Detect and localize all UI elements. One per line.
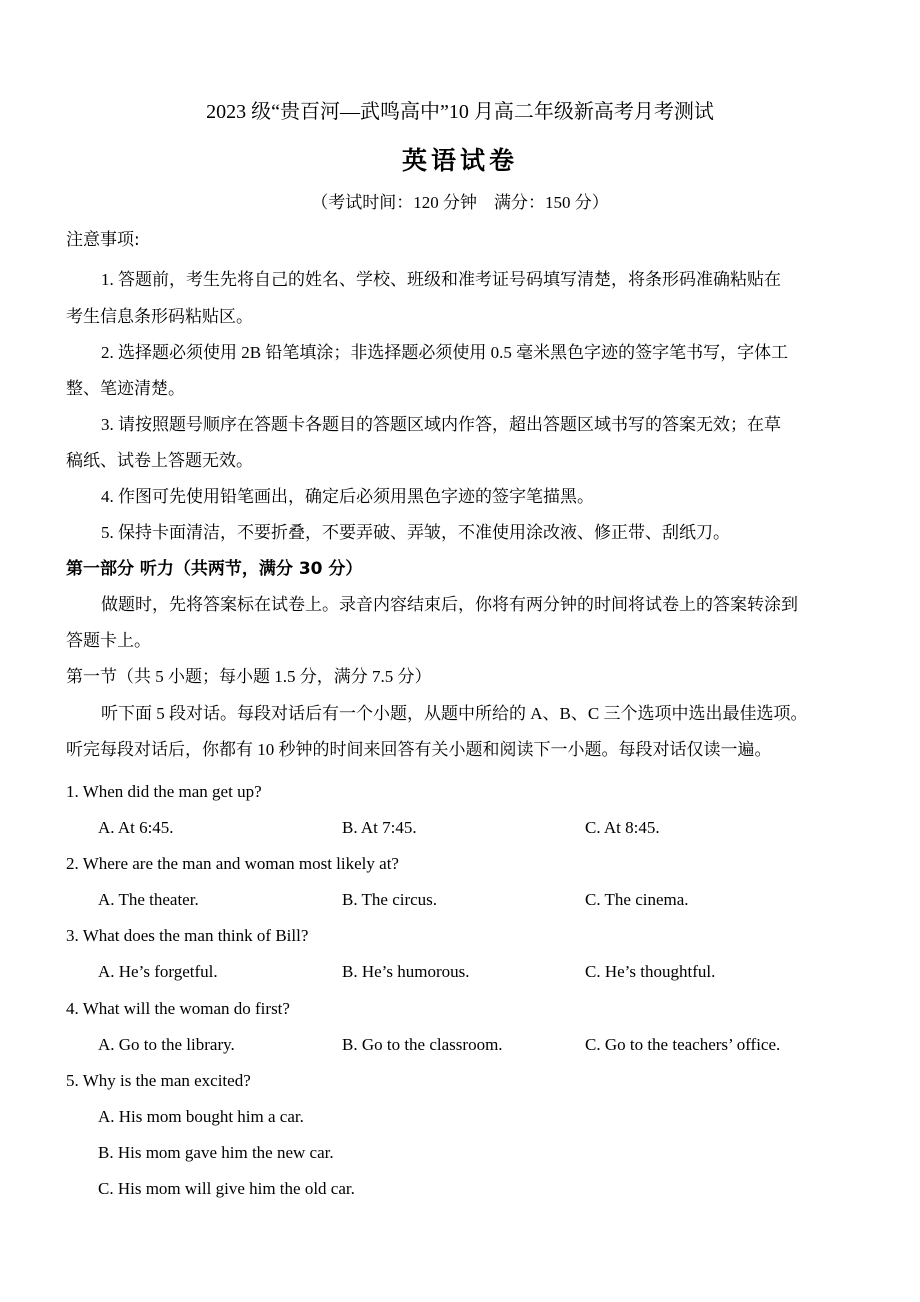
subject-title: 英语试卷	[401, 146, 518, 175]
notice-item-3-line2: 稿纸、试卷上答题无效。	[66, 451, 253, 470]
question-5-option-b: B. His mom gave him the new car.	[98, 1143, 334, 1162]
notice-item-1-line2: 考生信息条形码粘贴区。	[66, 307, 253, 326]
part1-intro-line1: 做题时，先将答案标在试卷上。录音内容结束后，你将有两分钟的时间将试卷上的答案转涂到	[101, 595, 798, 614]
question-3: 3. What does the man think of Bill?	[66, 926, 309, 945]
question-3-option-c: C. He’s thoughtful.	[585, 962, 716, 981]
question-1-option-a: A. At 6:45.	[98, 818, 174, 837]
question-1: 1. When did the man get up?	[66, 782, 262, 801]
question-1-option-c: C. At 8:45.	[585, 818, 660, 837]
notice-item-4: 4. 作图可先使用铅笔画出，确定后必须用黑色字迹的签字笔描黑。	[101, 487, 594, 506]
question-4: 4. What will the woman do first?	[66, 999, 290, 1018]
question-2-option-b: B. The circus.	[342, 890, 438, 909]
time-info: （考试时间：120 分钟 满分：150 分）	[311, 193, 609, 212]
question-2: 2. Where are the man and woman most likely at?	[66, 854, 399, 873]
question-4-option-c: C. Go to the teachers’ office.	[585, 1035, 781, 1054]
part1-intro-line2: 答题卡上。	[66, 631, 151, 650]
question-5: 5. Why is the man excited?	[66, 1071, 251, 1090]
question-5-option-c: C. His mom will give him the old car.	[98, 1179, 355, 1198]
question-3-option-a: A. He’s forgetful.	[98, 962, 218, 981]
question-3-option-b: B. He’s humorous.	[342, 962, 470, 981]
notice-item-2-line2: 整、笔迹清楚。	[66, 379, 185, 398]
question-2-option-c: C. The cinema.	[585, 890, 689, 909]
question-2-option-a: A. The theater.	[98, 890, 199, 909]
notice-heading: 注意事项:	[66, 230, 140, 250]
exam-title: 2023 级“贵百河—武鸣高中”10 月高二年级新高考月考测试	[206, 101, 714, 123]
question-5-option-a: A. His mom bought him a car.	[98, 1107, 304, 1126]
question-1-option-b: B. At 7:45.	[342, 818, 417, 837]
question-4-option-a: A. Go to the library.	[98, 1035, 235, 1054]
question-4-option-b: B. Go to the classroom.	[342, 1035, 503, 1054]
notice-item-1-line1: 1. 答题前，考生先将自己的姓名、学校、班级和准考证号码填写清楚，将条形码准确粘贴在	[101, 270, 781, 289]
part1-heading: 第一部分 听力（共两节，满分 30 分）	[66, 559, 363, 579]
notice-item-5: 5. 保持卡面清洁，不要折叠，不要弄破、弄皱，不准使用涂改液、修正带、刮纸刀。	[101, 523, 730, 542]
notice-item-2-line1: 2. 选择题必须使用 2B 铅笔填涂；非选择题必须使用 0.5 毫米黑色字迹的签字笔书写，字体工	[101, 343, 789, 362]
section1-instructions-line1: 听下面 5 段对话。每段对话后有一个小题，从题中所给的 A、B、C 三个选项中选出最佳选项。	[101, 704, 808, 723]
notice-item-3-line1: 3. 请按照题号顺序在答题卡各题目的答题区域内作答，超出答题区域书写的答案无效；在草	[101, 415, 781, 434]
section1-heading: 第一节（共 5 小题；每小题 1.5 分，满分 7.5 分）	[66, 667, 432, 686]
section1-instructions-line2: 听完每段对话后，你都有 10 秒钟的时间来回答有关小题和阅读下一小题。每段对话仅读一遍。	[66, 740, 772, 759]
